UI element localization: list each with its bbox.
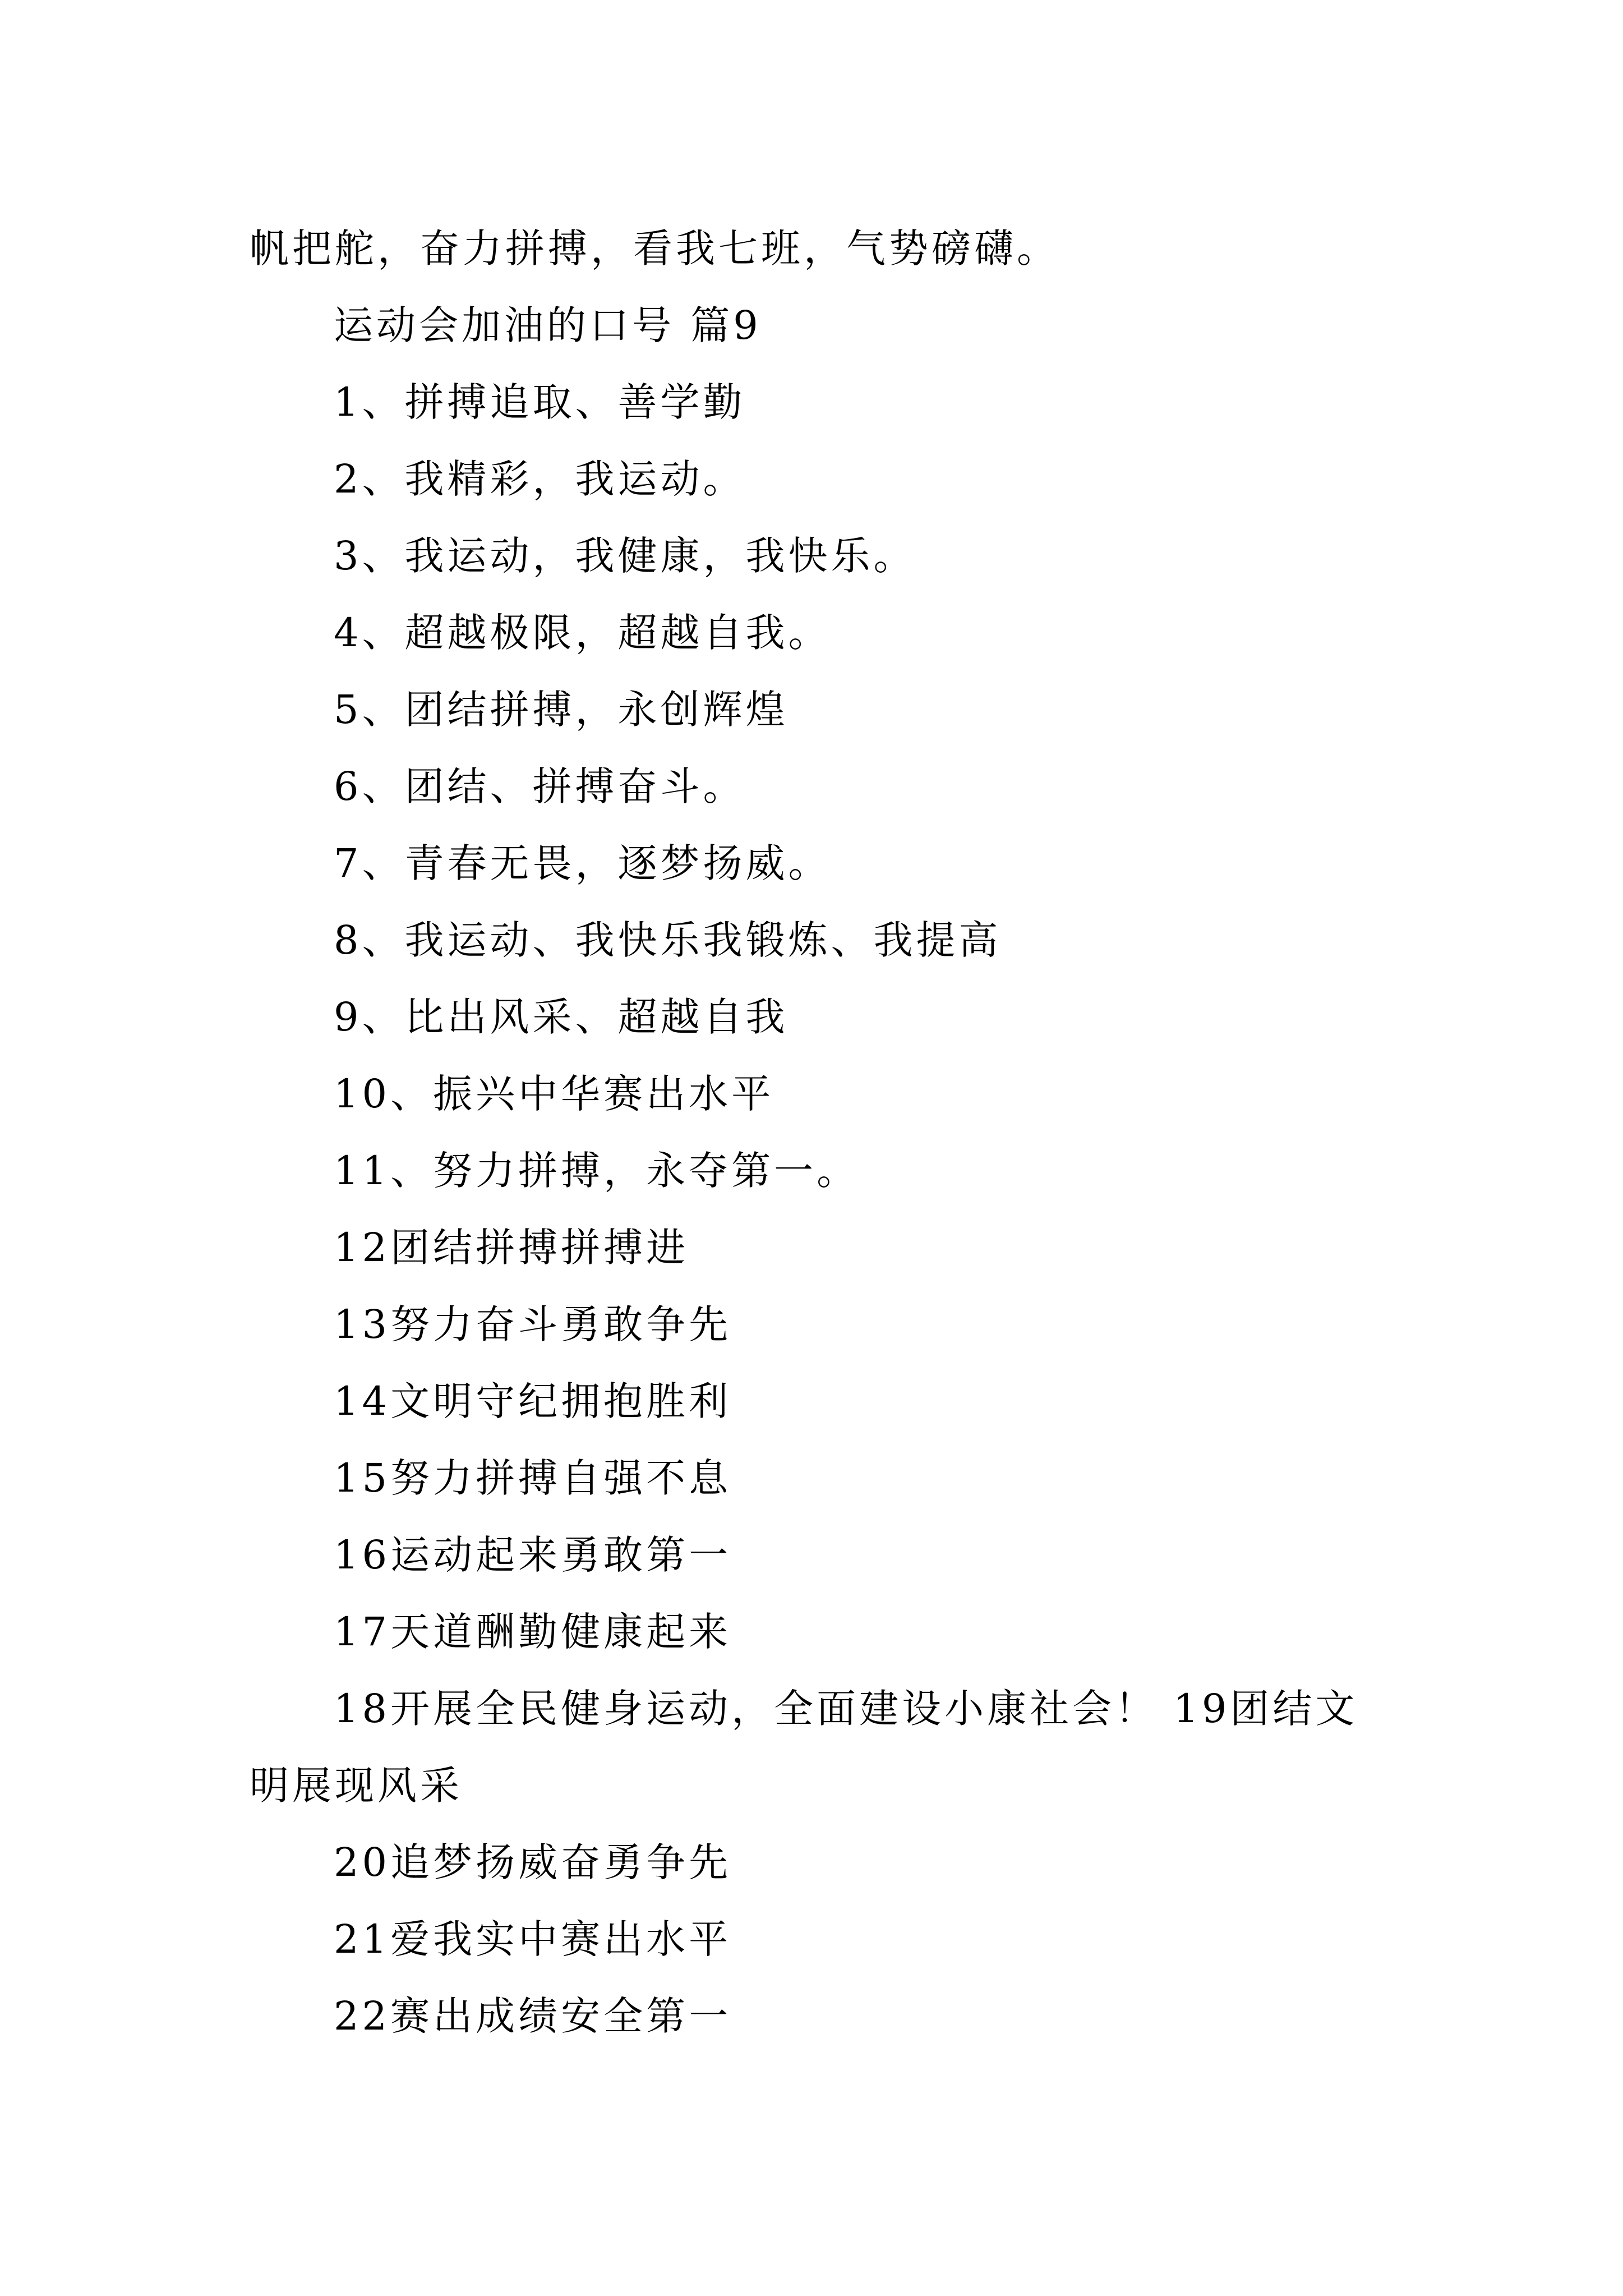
list-item: 21爱我实中赛出水平 [334,1916,732,1962]
list-item: 6、团结、拼搏奋斗。 [334,763,746,809]
list-item: 4、超越极限，超越自我。 [334,610,831,656]
wrapped-paragraph: 18开展全民健身运动，全面建设小康社会！ 19团结文明展现风采 [250,1686,1358,1809]
list-item: 22赛出成绩安全第一 [334,1993,732,2039]
list-item: 12团结拼搏拼搏进 [334,1225,689,1271]
list-item: 16运动起来勇敢第一 [334,1532,732,1578]
list-item: 3、我运动，我健康，我快乐。 [334,533,916,579]
list-item: 14文明守纪拥抱胜利 [334,1378,732,1424]
list-item: 15努力拼搏自强不息 [334,1455,732,1501]
list-item: 17天道酬勤健康起来 [334,1609,732,1655]
continuation-line: 帆把舵，奋力拼搏，看我七班，气势磅礴。 [250,226,1059,272]
list-item: 1、拼搏追取、善学勤 [334,379,746,425]
list-item: 2、我精彩，我运动。 [334,456,746,502]
document-body [250,210,1388,2055]
list-item: 10、振兴中华赛出水平 [334,1071,774,1117]
list-item: 20追梦扬威奋勇争先 [334,1839,732,1885]
section-heading: 运动会加油的口号 篇9 [334,302,762,348]
list-item: 7、青春无畏，逐梦扬威。 [334,840,831,886]
list-item: 11、努力拼搏，永夺第一。 [334,1148,860,1194]
list-item: 9、比出风采、超越自我 [334,994,789,1040]
list-item: 5、团结拼搏，永创辉煌 [334,687,789,733]
list-item: 13努力奋斗勇敢争先 [334,1301,732,1347]
list-item: 8、我运动、我快乐我锻炼、我提高 [334,917,1002,963]
